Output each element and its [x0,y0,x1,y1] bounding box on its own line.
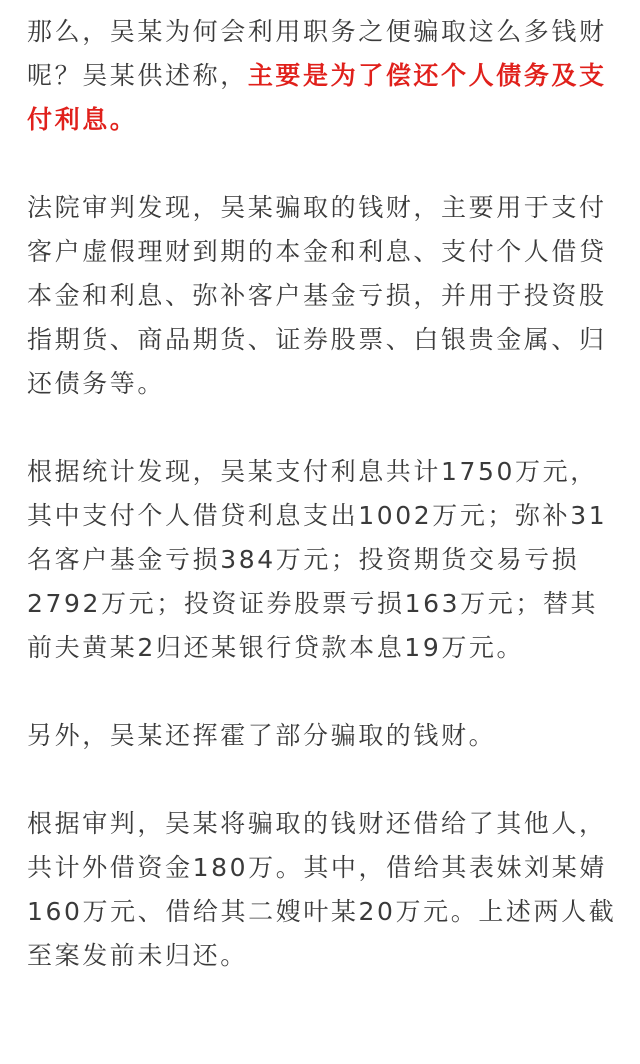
text-line: 指期货、商品期货、证券股票、白银贵金属、归 [27,325,607,354]
text-line: 根据统计发现，吴某支付利息共计1750万元， [27,457,598,486]
text-line: 160万元、借给其二嫂叶某20万元。上述两人截 [27,897,617,926]
text-line: 法院审判发现，吴某骗取的钱财，主要用于支付 [27,193,607,222]
text-line [27,54,627,98]
text-line: 还债务等。 [27,369,166,398]
text-line: 共计外借资金180万。其中，借给其表妹刘某婧 [27,853,607,882]
highlighted-text: 主要是为了偿还个人债务及支 [247,61,607,90]
paragraph-statistics [27,450,627,670]
text-line: 名客户基金亏损384万元；投资期货交易亏损 [27,545,580,574]
text-line: 客户虚假理财到期的本金和利息、支付个人借贷 [27,237,607,266]
text-line: 根据审判，吴某将骗取的钱财还借给了其他人， [27,809,607,838]
paragraph-squandered [27,714,627,758]
text-line: 另外，吴某还挥霍了部分骗取的钱财。 [27,721,497,750]
highlighted-text: 付利息。 [27,105,138,134]
text-line: 前夫黄某2归还某银行贷款本息19万元。 [27,633,525,662]
text-line: 2792万元；投资证券股票亏损163万元；替其 [27,589,599,618]
text-line: 那么，吴某为何会利用职务之便骗取这么多钱财 [27,17,607,46]
text-line: 至案发前未归还。 [27,941,248,970]
article-body [27,10,627,1022]
paragraph-motive [27,10,627,142]
paragraph-loans [27,802,627,978]
text-line: 本金和利息、弥补客户基金亏损，并用于投资股 [27,281,607,310]
paragraph-court-findings [27,186,627,406]
text-line: 其中支付个人借贷利息支出1002万元；弥补31 [27,501,608,530]
text-segment: 呢？吴某供述称， [27,61,248,90]
